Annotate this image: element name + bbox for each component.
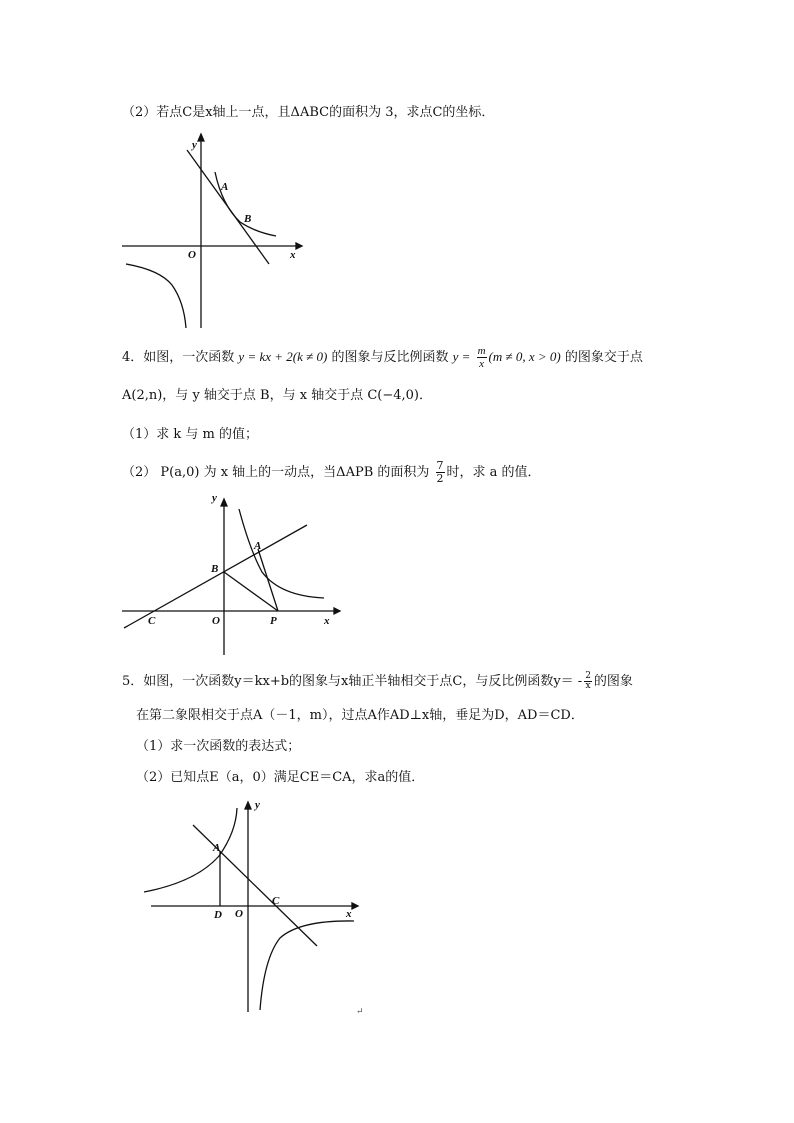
fig2-label-x: x — [324, 615, 330, 627]
q4-line2: A(2,n)，与 y 轴交于点 B，与 x 轴交于点 C(−4,0)． — [122, 388, 432, 403]
fig3-x-arrow — [352, 903, 358, 909]
fig3-label-o: O — [235, 908, 243, 920]
q4-func2-num: m — [477, 345, 486, 357]
fig3-label-y: y — [255, 799, 260, 811]
fig3-y-arrow — [245, 802, 251, 809]
return-mark: ↵ — [356, 1007, 364, 1017]
fig2-label-a: A — [254, 540, 262, 552]
fig2-label-c: C — [148, 615, 156, 627]
q4-func2-y: y = — [452, 349, 471, 364]
q5-line1-a: 5．如图，一次函数y＝kx+b的图象与x轴正半轴相交于点C，与反比例函数y＝ - — [122, 674, 583, 689]
q4-intro-c: 的图象交于点 — [564, 350, 643, 365]
fig3-label-a: A — [213, 842, 221, 854]
fig3-label-c: C — [272, 895, 280, 907]
q4-part1: （1）求 k 与 m 的值； — [122, 427, 259, 442]
q4-func2-cond: (m ≠ 0, x > 0) — [488, 349, 561, 364]
q5-line1-b: 的图象 — [593, 674, 633, 689]
q5-part2: （2）已知点E（a，0）满足CE＝CA，求a的值． — [136, 770, 425, 785]
q4-func1: y = kx + 2(k ≠ 0) — [238, 349, 328, 364]
fig1-label-a: A — [221, 181, 229, 193]
q4-part2-num: 7 — [436, 459, 444, 472]
q4-part2-a: （2） P(a,0) 为 x 轴上的一动点，当ΔAPB 的面积为 — [122, 465, 430, 480]
fig2-label-y: y — [212, 492, 217, 504]
q5-part1: （1）求一次函数的表达式； — [136, 739, 301, 754]
q4-intro-a: 4．如图，一次函数 — [122, 350, 235, 365]
q5-line2: 在第二象限相交于点A（－1，m），过点A作AD⊥x轴，垂足为D，AD＝CD． — [136, 708, 584, 723]
q4-part2-b: 时，求 a 的值． — [446, 465, 541, 480]
fig3-label-x: x — [346, 908, 352, 920]
fig2-label-b: B — [211, 563, 219, 575]
fig1-label-x: x — [290, 249, 296, 261]
fig1-label-y: y — [192, 139, 197, 151]
fig3-hyperbola-q4 — [260, 921, 354, 1010]
fig1-label-b: B — [244, 213, 252, 225]
q4-func2-den: x — [479, 358, 484, 370]
q4-part2-den: 2 — [436, 472, 444, 485]
q5-line1-den: x — [585, 681, 591, 691]
fig2-label-p: P — [270, 615, 277, 627]
q4-intro-b: 的图象与反比例函数 — [331, 350, 449, 365]
fig3-hyperbola-q2 — [144, 808, 237, 892]
q3-part2: （2）若点C是x轴上一点，且ΔABC的面积为 3，求点C的坐标． — [122, 105, 495, 120]
fig3-line — [193, 825, 317, 946]
fig1-label-o: O — [188, 249, 196, 261]
q5-line1-num: 2 — [585, 671, 591, 681]
fig2-label-o: O — [212, 615, 220, 627]
fig3-label-d: D — [214, 909, 222, 921]
